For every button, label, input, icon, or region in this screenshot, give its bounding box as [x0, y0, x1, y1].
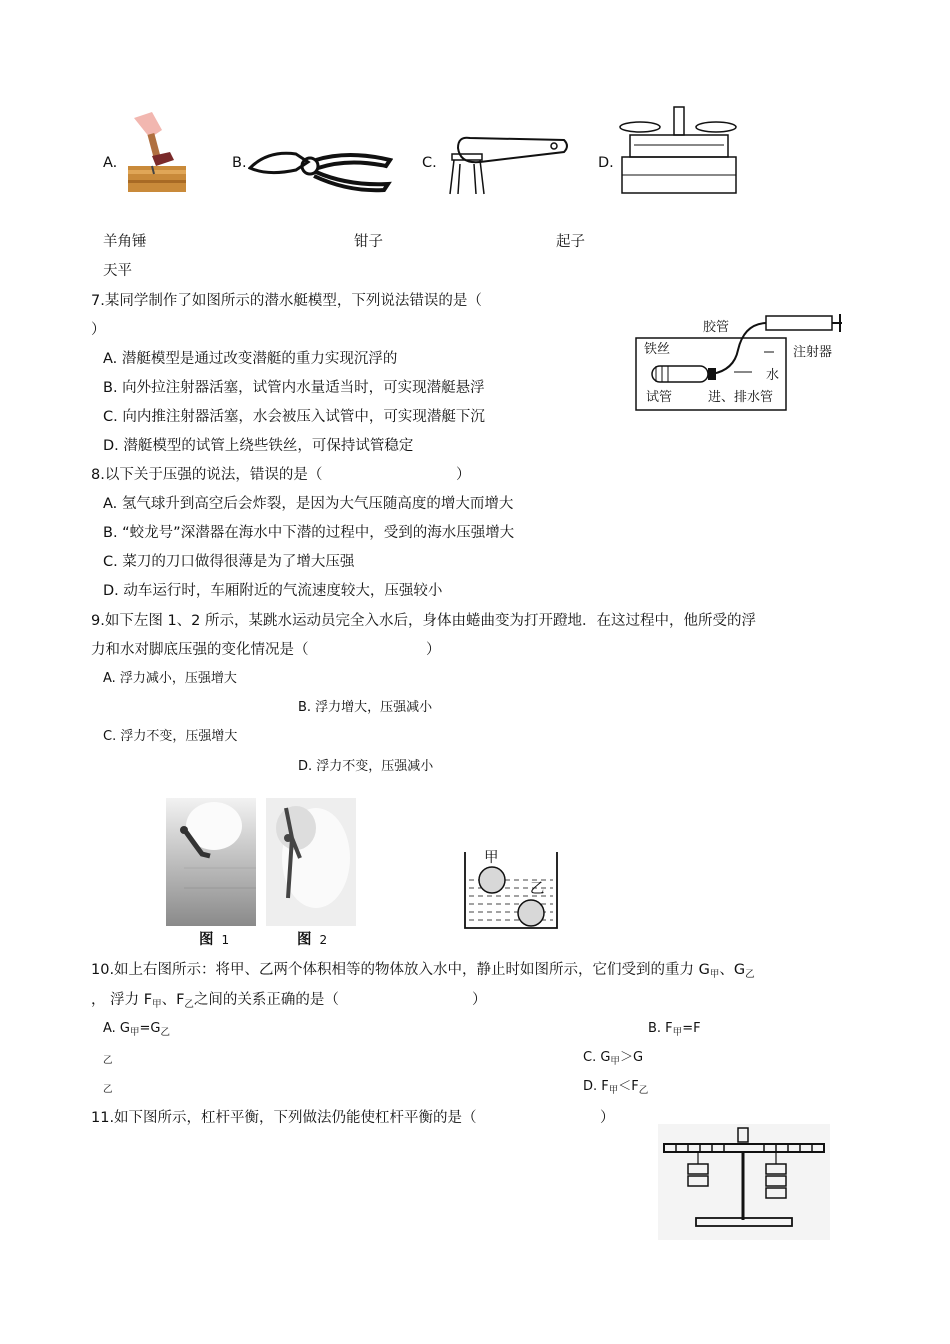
pliers-figure: [248, 140, 393, 195]
sub-jia: 甲: [608, 1085, 619, 1096]
beaker-figure: [463, 846, 559, 930]
balance-figure: [618, 103, 740, 197]
diver-photo-2: [266, 798, 356, 926]
q10-option-b-text-2: =F: [682, 1021, 701, 1036]
q10-stem-part-b: 、F: [161, 992, 185, 1008]
q10-stem-line2: [91, 990, 339, 1012]
sub-yi: 乙: [745, 969, 755, 980]
q10-stem-text: 10.如上右图所示：将甲、乙两个体积相等的物体放入水中，静止时如图所示，它们受到的重力 G: [91, 962, 710, 978]
option-a-caption: 羊角锤: [103, 234, 147, 250]
fig1-label-text: 图: [199, 932, 214, 948]
hose-label: 胶管: [703, 320, 730, 335]
q10-option-b-text: B. F: [648, 1021, 673, 1036]
q10-stem-close: ）: [472, 992, 487, 1008]
q10-option-d-text-2: ＜F: [618, 1079, 639, 1094]
q10-sep: 、G: [719, 962, 746, 978]
q7-stem: 7.某同学制作了如图所示的潜水艇模型，下列说法错误的是（: [91, 293, 482, 309]
q7-option-c[interactable]: C. 向内推注射器活塞，水会被压入试管中，可实现潜艇下沉: [103, 409, 485, 425]
option-c-caption: 起子: [556, 234, 585, 250]
sub-jia: 甲: [672, 1027, 683, 1038]
option-c-label: C.: [422, 155, 437, 171]
q10-option-a[interactable]: [103, 1019, 170, 1040]
q9-stem-line1: 9.如下左图 1、2 所示，某跳水运动员完全入水后，身体由蜷曲变为打开蹬地．在这过程中，他所受的浮: [91, 613, 756, 629]
fig1-number: 1: [221, 933, 230, 947]
q9-option-d[interactable]: D. 浮力不变，压强减小: [298, 759, 434, 774]
option-d-caption: 天平: [103, 263, 132, 279]
option-a-label: A.: [103, 155, 118, 171]
beaker-label-b: 乙: [530, 881, 545, 897]
q10-option-c-text-2: ＞G: [619, 1050, 644, 1065]
q11-stem: 11.如下图所示，杠杆平衡，下列做法仍能使杠杆平衡的是（: [91, 1110, 477, 1126]
syringe-label: 注射器: [793, 345, 833, 360]
q9-option-b[interactable]: B. 浮力增大，压强减小: [298, 700, 433, 715]
pipe-label: 进、排水管: [708, 390, 774, 405]
option-d-label: D.: [598, 155, 614, 171]
sub-yi: 乙: [160, 1027, 171, 1038]
beaker-label-a: 甲: [484, 850, 499, 866]
q10-option-c[interactable]: [583, 1048, 643, 1069]
fig2-label: [297, 930, 327, 950]
q7-option-b[interactable]: B. 向外拉注射器活塞，试管内水量适当时，可实现潜艇悬浮: [103, 380, 485, 396]
q8-stem: 8.以下关于压强的说法，错误的是（: [91, 467, 323, 483]
fig1-label: [199, 930, 229, 950]
q10-option-a-text: A. G: [103, 1021, 131, 1036]
q10-option-b[interactable]: [648, 1019, 701, 1040]
wire-label: 铁丝: [644, 342, 671, 357]
diver-photo-1: [166, 798, 256, 926]
q9-option-c[interactable]: C. 浮力不变，压强增大: [103, 729, 238, 744]
q8-option-a[interactable]: A. 氢气球升到高空后会炸裂，是因为大气压随高度的增大而增大: [103, 496, 514, 512]
fig2-number: 2: [319, 933, 328, 947]
q8-option-d[interactable]: D. 动车运行时，车厢附近的气流速度较大，压强较小: [103, 583, 443, 599]
q10-option-c-sub: 乙: [103, 1084, 113, 1095]
option-b-caption: 钳子: [354, 234, 383, 250]
q10-stem-part-c: 之间的关系正确的是（: [193, 992, 339, 1008]
sub-yi: 乙: [638, 1085, 649, 1096]
sub-jia: 甲: [610, 1056, 620, 1067]
q9-stem-line2: 力和水对脚底压强的变化情况是（: [91, 642, 309, 658]
q7-stem-close: ）: [91, 322, 106, 338]
q8-option-c[interactable]: C. 菜刀的刀口做得很薄是为了增大压强: [103, 554, 355, 570]
q9-option-a[interactable]: A. 浮力减小，压强增大: [103, 671, 237, 686]
q10-option-d[interactable]: [583, 1077, 648, 1098]
q9-stem-close: ）: [426, 642, 441, 658]
water-label: 水: [766, 368, 780, 383]
q7-option-a[interactable]: A. 潜艇模型是通过改变潜艇的重力实现沉浮的: [103, 351, 398, 367]
q11-stem-close: ）: [600, 1110, 615, 1126]
tube-label: 试管: [646, 390, 673, 405]
q10-option-c-text: C. G: [583, 1050, 611, 1065]
q10-stem-line1: [91, 960, 755, 982]
q10-stem-part-a: ， 浮力 F: [91, 992, 153, 1008]
option-b-label: B.: [232, 155, 247, 171]
sub-yi: 乙: [184, 999, 194, 1010]
q7-option-d[interactable]: D. 潜艇模型的试管上绕些铁丝，可保持试管稳定: [103, 438, 414, 454]
sub-jia: 甲: [709, 969, 720, 980]
q8-stem-close: ）: [456, 467, 471, 483]
q8-option-b[interactable]: B. “蛟龙号”深潜器在海水中下潜的过程中，受到的海水压强增大: [103, 525, 515, 541]
fig2-label-text: 图: [297, 932, 312, 948]
sub-jia: 甲: [152, 999, 162, 1010]
q10-option-a-text-2: =G: [139, 1021, 161, 1036]
lever-figure: [658, 1124, 830, 1240]
q10-option-d-text: D. F: [583, 1079, 609, 1094]
bottle-opener-figure: [440, 134, 570, 196]
hammer-figure: [122, 108, 190, 194]
sub-jia: 甲: [130, 1027, 140, 1038]
q10-option-b-sub: 乙: [103, 1055, 113, 1066]
